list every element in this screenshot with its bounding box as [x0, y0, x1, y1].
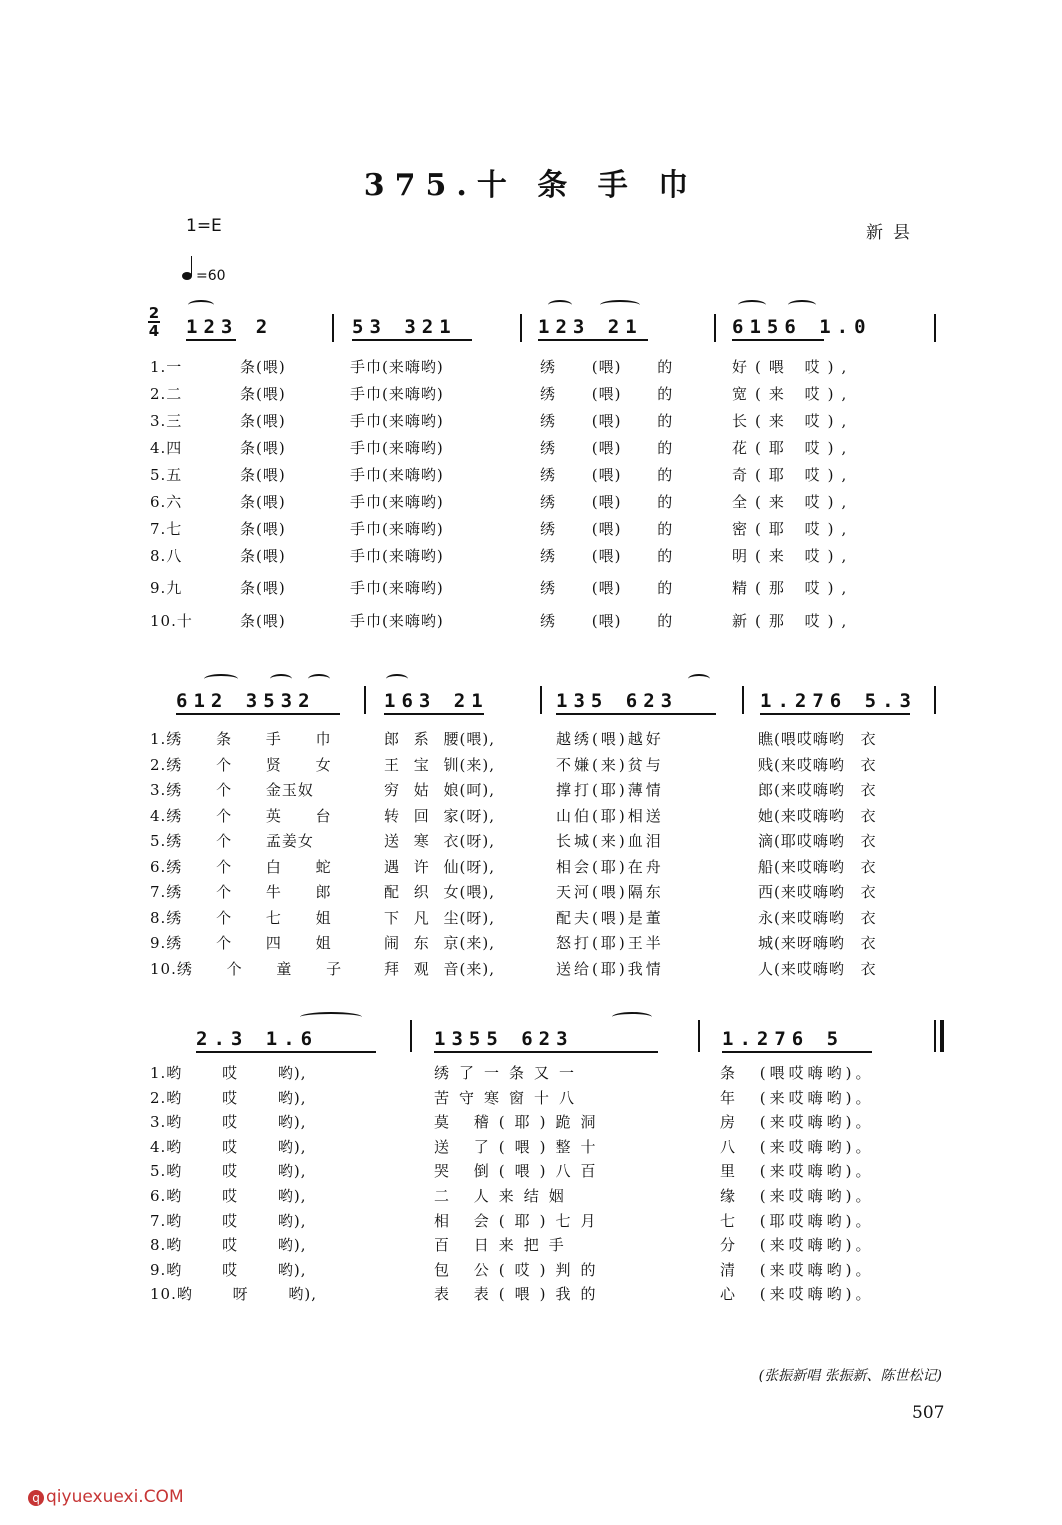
lyric-line: 绣了一条又一	[434, 1064, 585, 1082]
lyric-line: 绣 (喂) 的	[540, 579, 674, 597]
lyric-line: 条 (喂哎嗨哟)。	[720, 1064, 875, 1082]
lyric-line: 她(来哎嗨哟 衣	[758, 806, 877, 825]
lyric-line: 1.哟 哎 哟),	[150, 1064, 307, 1082]
lyric-line: 宽(来 哎),	[732, 385, 855, 403]
underline	[352, 339, 472, 341]
lyric-line: 西(来哎嗨哟 衣	[758, 883, 877, 901]
lyric-line: 条(喂)	[240, 579, 286, 597]
slur	[300, 1012, 362, 1022]
lyric-line: 莫 稽(耶)跪洞	[434, 1113, 606, 1132]
lyric-line: 新(那 哎),	[732, 612, 855, 630]
lyric-line: 8.八	[150, 547, 183, 565]
lyric-line: 9.绣 个 四 姐	[150, 934, 332, 952]
lyric-line: 闹 东 京(来),	[384, 934, 496, 952]
lyric-line: 贱(来哎嗨哟 衣	[758, 755, 877, 774]
lyric-line: 5.哟 哎 哟),	[150, 1162, 307, 1181]
bar-line	[364, 686, 366, 714]
slur	[738, 300, 766, 310]
tempo-value: =60	[196, 268, 226, 284]
lyric-line: 缘 (来哎嗨哟)。	[720, 1186, 875, 1205]
lyric-line: 2.哟 哎 哟),	[150, 1088, 307, 1107]
underline	[760, 713, 910, 715]
lyric-line: 转 回 家(呀),	[384, 806, 496, 825]
lyric-line: 下 凡 尘(呀),	[384, 908, 496, 927]
credit-line: (张振新唱 张振新、陈世松记)	[758, 1368, 942, 1384]
measure: 2.3 1.6	[196, 1028, 319, 1050]
underline	[556, 713, 716, 715]
lyric-line: 4.四	[150, 439, 183, 457]
lyric-line: 相 会(耶)七月	[434, 1211, 606, 1230]
lyric-line: 相会(耶)在舟	[556, 857, 664, 876]
lyric-line: 8.绣 个 七 姐	[150, 908, 332, 927]
lyric-line: 绣 (喂) 的	[540, 612, 674, 630]
lyric-line: 3.三	[150, 412, 183, 430]
lyric-line: 2.绣 个 贤 女	[150, 755, 332, 774]
underline	[538, 339, 648, 341]
lyric-line: 送 了(喂)整十	[434, 1137, 606, 1156]
bar-line	[540, 686, 542, 714]
lyric-line: 6.哟 哎 哟),	[150, 1186, 307, 1205]
lyric-line: 3.绣 个 金玉奴	[150, 781, 314, 799]
lyrics-column	[150, 356, 220, 637]
lyric-line: 心 (来哎嗨哟)。	[720, 1285, 875, 1304]
lyric-line: 条(喂)	[240, 612, 286, 630]
time-signature-top: 2	[148, 304, 160, 322]
lyric-line: 七 (耶哎嗨哟)。	[720, 1211, 875, 1230]
lyric-line: 哭 倒(喂)八百	[434, 1162, 606, 1181]
lyric-line: 瞧(喂哎嗨哟 衣	[758, 730, 877, 748]
lyrics-column	[384, 728, 564, 983]
lyric-line: 分 (来哎嗨哟)。	[720, 1236, 875, 1255]
watermark	[28, 1487, 184, 1507]
lyric-line: 手巾(来嗨哟)	[350, 466, 444, 484]
lyric-line: 手巾(来嗨哟)	[350, 547, 444, 565]
lyric-line: 滴(耶哎嗨哟 衣	[758, 832, 877, 850]
measure: 135 623	[556, 690, 679, 712]
lyric-line: 条(喂)	[240, 439, 286, 457]
underline	[384, 713, 484, 715]
measure: 6156 1.0	[732, 316, 872, 338]
measure: 163 21	[384, 690, 489, 712]
watermark-text: qiyuexuexi.COM	[46, 1487, 184, 1507]
lyric-line: 绣 (喂) 的	[540, 493, 674, 511]
lyric-line: 送 寒 衣(呀),	[384, 832, 496, 850]
lyric-line: 苦守寒窗十八	[434, 1088, 585, 1107]
underline	[176, 713, 340, 715]
key-signature: 1=E	[186, 216, 222, 236]
lyric-line: 手巾(来嗨哟)	[350, 612, 444, 630]
lyric-line: 山伯(耶)相送	[556, 806, 664, 825]
lyric-line: 7.哟 哎 哟),	[150, 1211, 307, 1230]
lyrics-column	[758, 728, 958, 983]
quarter-note-icon	[182, 272, 192, 280]
measure: 1.276 5.3	[760, 690, 917, 712]
lyric-line: 手巾(来嗨哟)	[350, 385, 444, 403]
lyric-line: 6.绣 个 白 蛇	[150, 857, 332, 876]
lyric-line: 手巾(来嗨哟)	[350, 493, 444, 511]
lyric-line: 手巾(来嗨哟)	[350, 412, 444, 430]
lyric-line: 天河(喂)隔东	[556, 883, 664, 901]
measure: 123 21	[538, 316, 643, 338]
lyrics-column	[732, 356, 912, 637]
lyric-line: 百 日来把手	[434, 1236, 574, 1255]
slur	[204, 674, 238, 684]
bar-line	[714, 314, 716, 342]
measure: 1.276 5	[722, 1028, 845, 1050]
lyric-line: 不嫌(来)贫与	[556, 755, 664, 774]
lyric-line: 长城(来)血泪	[556, 832, 664, 850]
bar-line	[520, 314, 522, 342]
lyrics-column	[350, 356, 520, 637]
lyric-line: 10.十	[150, 612, 193, 630]
lyric-line: 手巾(来嗨哟)	[350, 579, 444, 597]
measure: 53 321	[352, 316, 457, 338]
lyric-line: 绣 (喂) 的	[540, 412, 674, 430]
lyric-line: 9.哟 哎 哟),	[150, 1260, 307, 1279]
bar-line	[742, 686, 744, 714]
slur	[612, 1012, 652, 1022]
lyric-line: 船(来哎嗨哟 衣	[758, 857, 877, 876]
lyric-line: 密(耶 哎),	[732, 520, 855, 538]
lyrics-column	[540, 356, 740, 637]
lyric-line: 王 宝 钏(来),	[384, 755, 496, 774]
lyric-line: 里 (来哎嗨哟)。	[720, 1162, 875, 1181]
lyric-line: 拜 观 音(来),	[384, 959, 496, 978]
lyric-line: 长(来 哎),	[732, 412, 855, 430]
lyrics-column	[150, 728, 360, 983]
lyric-line: 条(喂)	[240, 493, 286, 511]
lyric-line: 条(喂)	[240, 547, 286, 565]
lyric-line: 4.绣 个 英 台	[150, 806, 332, 825]
underline	[722, 1051, 872, 1053]
lyric-line: 5.五	[150, 466, 183, 484]
lyric-line: 郎 系 腰(喂),	[384, 730, 496, 748]
underline	[196, 1051, 376, 1053]
lyric-line: 好(喂 哎),	[732, 358, 855, 376]
underline	[732, 339, 824, 341]
lyric-line: 八 (来哎嗨哟)。	[720, 1137, 875, 1156]
lyric-line: 7.七	[150, 520, 183, 538]
lyric-line: 花(耶 哎),	[732, 439, 855, 457]
lyric-line: 包 公(哎)判的	[434, 1260, 606, 1279]
time-signature	[148, 306, 160, 338]
bar-line	[698, 1020, 700, 1052]
slur	[188, 300, 214, 310]
region-label: 新县	[866, 223, 920, 243]
lyric-line: 配 织 女(喂),	[384, 883, 496, 901]
lyric-line: 绣 (喂) 的	[540, 520, 674, 538]
slur	[548, 300, 572, 310]
lyric-line: 送给(耶)我情	[556, 959, 664, 978]
time-signature-bottom: 4	[148, 322, 160, 340]
lyrics-column	[556, 728, 756, 983]
bar-line	[934, 1020, 936, 1052]
lyric-line: 二 人来结姻	[434, 1186, 574, 1205]
bar-line	[332, 314, 334, 342]
lyrics-column	[150, 1062, 370, 1308]
lyric-line: 8.哟 哎 哟),	[150, 1236, 307, 1255]
lyric-line: 条(喂)	[240, 466, 286, 484]
underline	[434, 1051, 658, 1053]
lyric-line: 条(喂)	[240, 520, 286, 538]
watermark-logo-icon: q	[28, 1490, 44, 1506]
slur	[788, 300, 816, 310]
lyric-line: 1.一	[150, 358, 183, 376]
lyric-line: 全(来 哎),	[732, 493, 855, 511]
lyric-line: 配夫(喂)是董	[556, 908, 664, 927]
final-bar-line	[940, 1020, 944, 1052]
lyric-line: 清 (来哎嗨哟)。	[720, 1260, 875, 1279]
measure: 1355 623	[434, 1028, 574, 1050]
lyric-line: 1.绣 条 手 巾	[150, 730, 332, 748]
lyric-line: 7.绣 个 牛 郎	[150, 883, 332, 901]
lyric-line: 5.绣 个 孟姜女	[150, 832, 314, 850]
measure: 123 2	[186, 316, 274, 338]
song-title: 375.十 条 手 巾	[363, 168, 699, 203]
lyric-line: 条(喂)	[240, 358, 286, 376]
slur	[386, 674, 408, 684]
lyric-line: 绣 (喂) 的	[540, 358, 674, 376]
lyrics-column	[720, 1062, 940, 1308]
measure: 612 3532	[176, 690, 316, 712]
lyric-line: 手巾(来嗨哟)	[350, 358, 444, 376]
lyric-line: 6.六	[150, 493, 183, 511]
lyric-line: 9.九	[150, 579, 183, 597]
lyric-line: 4.哟 哎 哟),	[150, 1137, 307, 1156]
page-number: 507	[912, 1403, 945, 1423]
lyric-line: 精(那 哎),	[732, 579, 855, 597]
lyric-line: 年 (来哎嗨哟)。	[720, 1088, 875, 1107]
lyric-line: 绣 (喂) 的	[540, 547, 674, 565]
lyric-line: 穷 姑 娘(呵),	[384, 781, 496, 799]
lyric-line: 永(来哎嗨哟 衣	[758, 908, 877, 927]
bar-line	[934, 686, 936, 714]
tempo-marking	[182, 268, 226, 284]
lyric-line: 越绣(喂)越好	[556, 730, 664, 748]
lyric-line: 郎(来哎嗨哟 衣	[758, 781, 877, 799]
lyric-line: 怒打(耶)王半	[556, 934, 664, 952]
lyric-line: 手巾(来嗨哟)	[350, 439, 444, 457]
slur	[308, 674, 330, 684]
slur	[270, 674, 292, 684]
lyric-line: 绣 (喂) 的	[540, 439, 674, 457]
lyric-line: 绣 (喂) 的	[540, 466, 674, 484]
lyric-line: 手巾(来嗨哟)	[350, 520, 444, 538]
bar-line	[410, 1020, 412, 1052]
slur	[688, 674, 710, 684]
bar-line	[934, 314, 936, 342]
lyric-line: 人(来哎嗨哟 衣	[758, 959, 877, 978]
lyric-line: 撑打(耶)薄情	[556, 781, 664, 799]
underline	[186, 339, 236, 341]
slur	[600, 300, 640, 310]
lyric-line: 表 表(喂)我的	[434, 1285, 606, 1304]
lyric-line: 奇(耶 哎),	[732, 466, 855, 484]
lyric-line: 房 (来哎嗨哟)。	[720, 1113, 875, 1132]
lyric-line: 10.绣 个 童 子	[150, 959, 343, 978]
lyric-line: 城(来呀嗨哟 衣	[758, 934, 877, 952]
lyric-line: 3.哟 哎 哟),	[150, 1113, 307, 1132]
lyric-line: 遇 许 仙(呀),	[384, 857, 496, 876]
lyrics-column	[434, 1062, 654, 1308]
lyric-line: 明(来 哎),	[732, 547, 855, 565]
lyric-line: 2.二	[150, 385, 183, 403]
lyric-line: 条(喂)	[240, 412, 286, 430]
lyric-line: 条(喂)	[240, 385, 286, 403]
lyrics-column	[240, 356, 340, 637]
lyric-line: 绣 (喂) 的	[540, 385, 674, 403]
lyric-line: 10.哟 呀 哟),	[150, 1285, 318, 1304]
